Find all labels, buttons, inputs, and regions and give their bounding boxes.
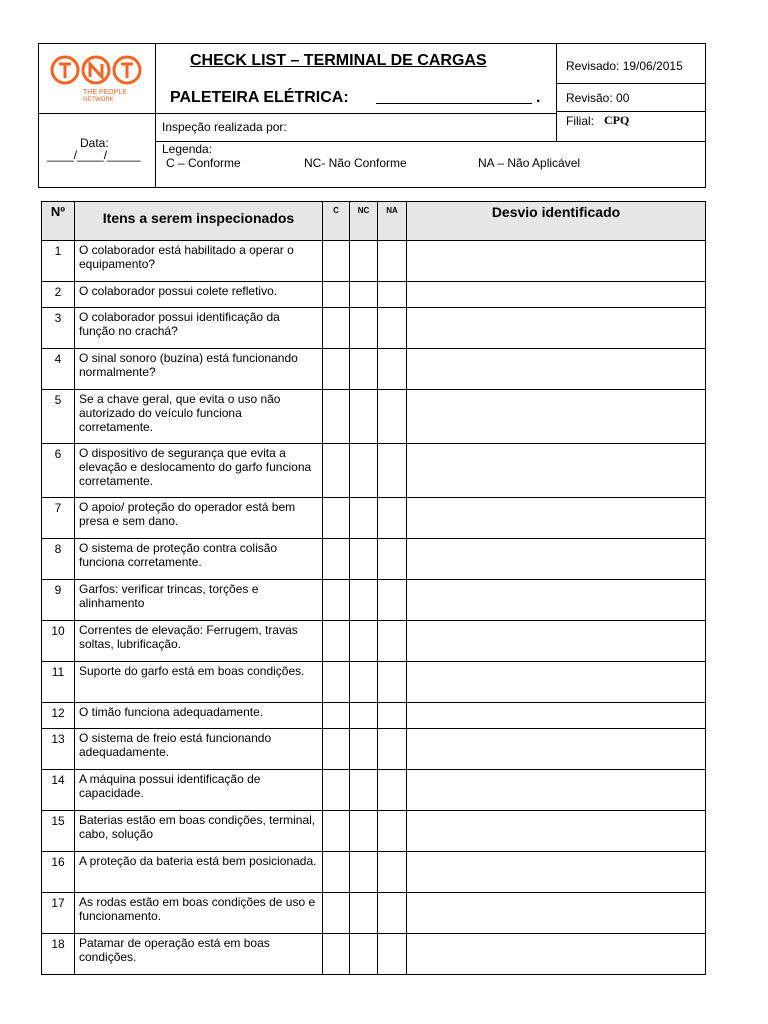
- deviation-cell[interactable]: [407, 852, 706, 893]
- item-text: Garfos: verificar trincas, torções e alinhamento: [75, 580, 323, 621]
- item-text: A máquina possui identificação de capacidade.: [75, 770, 323, 811]
- col-header-c: C: [323, 202, 350, 241]
- check-nc-cell[interactable]: [350, 729, 378, 770]
- item-number: 2: [42, 282, 75, 308]
- table-row: [42, 852, 706, 893]
- check-nc-cell[interactable]: [350, 498, 378, 539]
- item-text: O apoio/ proteção do operador está bem presa e sem dano.: [75, 498, 323, 539]
- table-row: [42, 770, 706, 811]
- deviation-cell[interactable]: [407, 444, 706, 498]
- table-row: [42, 893, 706, 934]
- deviation-cell[interactable]: [407, 703, 706, 729]
- check-nc-cell[interactable]: [350, 621, 378, 662]
- revised-date: Revisado: 19/06/2015: [566, 59, 683, 73]
- inspection-label: Inspeção realizada por:: [162, 120, 287, 134]
- legend-nao-aplicavel: NA – Não Aplicável: [478, 156, 581, 170]
- table-row: [42, 241, 706, 282]
- item-text: Correntes de elevação: Ferrugem, travas soltas, lubrificação.: [75, 621, 323, 662]
- item-number: 17: [42, 893, 75, 934]
- deviation-cell[interactable]: [407, 934, 706, 975]
- table-row: [42, 308, 706, 349]
- item-number: 13: [42, 729, 75, 770]
- deviation-cell[interactable]: [407, 241, 706, 282]
- col-header-nc: NC: [350, 202, 378, 241]
- table-row: [42, 621, 706, 662]
- item-number: 4: [42, 349, 75, 390]
- check-na-cell[interactable]: [378, 580, 407, 621]
- table-row: [42, 580, 706, 621]
- check-c-cell[interactable]: [323, 893, 350, 934]
- check-c-cell[interactable]: [323, 729, 350, 770]
- col-header-na: NA: [378, 202, 407, 241]
- item-number: 8: [42, 539, 75, 580]
- check-na-cell[interactable]: [378, 893, 407, 934]
- item-text: O colaborador possui identificação da função no crachá?: [75, 308, 323, 349]
- deviation-cell[interactable]: [407, 811, 706, 852]
- check-na-cell[interactable]: [378, 498, 407, 539]
- item-text: O colaborador está habilitado a operar o equipamento?: [75, 241, 323, 282]
- deviation-cell[interactable]: [407, 349, 706, 390]
- date-field[interactable]: ____/____/_____: [47, 148, 141, 162]
- item-number: 11: [42, 662, 75, 703]
- check-c-cell[interactable]: [323, 241, 350, 282]
- table-row: [42, 811, 706, 852]
- subtitle: PALETEIRA ELÉTRICA:: [170, 89, 349, 106]
- deviation-cell[interactable]: [407, 308, 706, 349]
- check-na-cell[interactable]: [378, 770, 407, 811]
- check-nc-cell[interactable]: [350, 539, 378, 580]
- item-text: A proteção da bateria está bem posicionada.: [75, 852, 323, 893]
- check-nc-cell[interactable]: [350, 703, 378, 729]
- check-nc-cell[interactable]: [350, 241, 378, 282]
- deviation-cell[interactable]: [407, 662, 706, 703]
- deviation-cell[interactable]: [407, 539, 706, 580]
- check-nc-cell[interactable]: [350, 580, 378, 621]
- check-c-cell[interactable]: [323, 498, 350, 539]
- check-na-cell[interactable]: [378, 349, 407, 390]
- table-row: [42, 703, 706, 729]
- check-c-cell[interactable]: [323, 282, 350, 308]
- item-number: 12: [42, 703, 75, 729]
- check-nc-cell[interactable]: [350, 934, 378, 975]
- deviation-cell[interactable]: [407, 498, 706, 539]
- deviation-cell[interactable]: [407, 893, 706, 934]
- check-na-cell[interactable]: [378, 811, 407, 852]
- check-nc-cell[interactable]: [350, 662, 378, 703]
- branch-label: Filial:: [566, 114, 595, 128]
- check-c-cell[interactable]: [323, 811, 350, 852]
- check-na-cell[interactable]: [378, 444, 407, 498]
- check-na-cell[interactable]: [378, 621, 407, 662]
- subtitle-suffix: .: [536, 89, 541, 106]
- item-number: 5: [42, 390, 75, 444]
- check-nc-cell[interactable]: [350, 308, 378, 349]
- logo-tagline-2: NETWORK: [83, 97, 114, 103]
- revision-number: Revisão: 00: [566, 91, 630, 105]
- logo-tagline-1: THE PEOPLE: [83, 89, 127, 96]
- check-na-cell[interactable]: [378, 703, 407, 729]
- check-c-cell[interactable]: [323, 770, 350, 811]
- check-nc-cell[interactable]: [350, 893, 378, 934]
- check-c-cell[interactable]: [323, 580, 350, 621]
- table-header-row: [42, 202, 706, 241]
- check-nc-cell[interactable]: [350, 811, 378, 852]
- col-header-number: Nº: [42, 202, 75, 241]
- check-na-cell[interactable]: [378, 308, 407, 349]
- page-title: CHECK LIST – TERMINAL DE CARGAS: [190, 52, 487, 69]
- item-number: 3: [42, 308, 75, 349]
- check-nc-cell[interactable]: [350, 390, 378, 444]
- tnt-logo: [50, 52, 142, 108]
- item-number: 10: [42, 621, 75, 662]
- subtitle-blank-line: [376, 103, 532, 104]
- check-c-cell[interactable]: [323, 621, 350, 662]
- item-number: 6: [42, 444, 75, 498]
- check-na-cell[interactable]: [378, 282, 407, 308]
- check-na-cell[interactable]: [378, 729, 407, 770]
- table-row: [42, 282, 706, 308]
- legend-nao-conforme: NC- Não Conforme: [304, 156, 407, 170]
- check-c-cell[interactable]: [323, 852, 350, 893]
- table-row: [42, 934, 706, 975]
- item-text: O sinal sonoro (buzina) está funcionando normalmente?: [75, 349, 323, 390]
- check-c-cell[interactable]: [323, 308, 350, 349]
- table-row: [42, 539, 706, 580]
- check-na-cell[interactable]: [378, 539, 407, 580]
- item-text: As rodas estão em boas condições de uso e funcionamento.: [75, 893, 323, 934]
- check-c-cell[interactable]: [323, 539, 350, 580]
- item-text: O sistema de freio está funcionando adequadamente.: [75, 729, 323, 770]
- tnt-logo-mark: [50, 52, 142, 88]
- item-text: O timão funciona adequadamente.: [75, 703, 323, 729]
- item-number: 14: [42, 770, 75, 811]
- item-number: 1: [42, 241, 75, 282]
- table-row: [42, 349, 706, 390]
- check-na-cell[interactable]: [378, 852, 407, 893]
- col-header-items: Itens a serem inspecionados: [75, 202, 323, 241]
- deviation-cell[interactable]: [407, 729, 706, 770]
- deviation-cell[interactable]: [407, 282, 706, 308]
- item-number: 18: [42, 934, 75, 975]
- check-na-cell[interactable]: [378, 390, 407, 444]
- col-header-deviation: Desvio identificado: [407, 202, 706, 241]
- item-text: O colaborador possui colete refletivo.: [75, 282, 323, 308]
- item-text: Patamar de operação está em boas condições.: [75, 934, 323, 975]
- item-number: 16: [42, 852, 75, 893]
- table-row: [42, 390, 706, 444]
- check-na-cell[interactable]: [378, 241, 407, 282]
- check-c-cell[interactable]: [323, 662, 350, 703]
- check-na-cell[interactable]: [378, 934, 407, 975]
- item-number: 7: [42, 498, 75, 539]
- item-number: 15: [42, 811, 75, 852]
- table-row: [42, 729, 706, 770]
- table-row: [42, 662, 706, 703]
- deviation-cell[interactable]: [407, 621, 706, 662]
- item-text: Baterias estão em boas condições, terminal, cabo, solução: [75, 811, 323, 852]
- check-na-cell[interactable]: [378, 662, 407, 703]
- date-label: Data:: [80, 136, 109, 150]
- deviation-cell[interactable]: [407, 580, 706, 621]
- check-nc-cell[interactable]: [350, 282, 378, 308]
- check-c-cell[interactable]: [323, 934, 350, 975]
- check-nc-cell[interactable]: [350, 349, 378, 390]
- item-number: 9: [42, 580, 75, 621]
- item-text: O dispositivo de segurança que evita a elevação e deslocamento do garfo funciona corretamente.: [75, 444, 323, 498]
- check-nc-cell[interactable]: [350, 770, 378, 811]
- check-c-cell[interactable]: [323, 703, 350, 729]
- table-row: [42, 444, 706, 498]
- item-text: O sistema de proteção contra colisão funciona corretamente.: [75, 539, 323, 580]
- legend-conforme: C – Conforme: [166, 156, 241, 170]
- item-text: Suporte do garfo está em boas condições.: [75, 662, 323, 703]
- check-nc-cell[interactable]: [350, 444, 378, 498]
- table-row: [42, 498, 706, 539]
- check-nc-cell[interactable]: [350, 852, 378, 893]
- check-c-cell[interactable]: [323, 349, 350, 390]
- check-c-cell[interactable]: [323, 444, 350, 498]
- branch-value: CPQ: [604, 113, 630, 127]
- deviation-cell[interactable]: [407, 390, 706, 444]
- checklist-table: [41, 201, 706, 975]
- item-text: Se a chave geral, que evita o uso não autorizado do veículo funciona corretamente.: [75, 390, 323, 444]
- deviation-cell[interactable]: [407, 770, 706, 811]
- check-c-cell[interactable]: [323, 390, 350, 444]
- legend-label: Legenda:: [162, 142, 213, 156]
